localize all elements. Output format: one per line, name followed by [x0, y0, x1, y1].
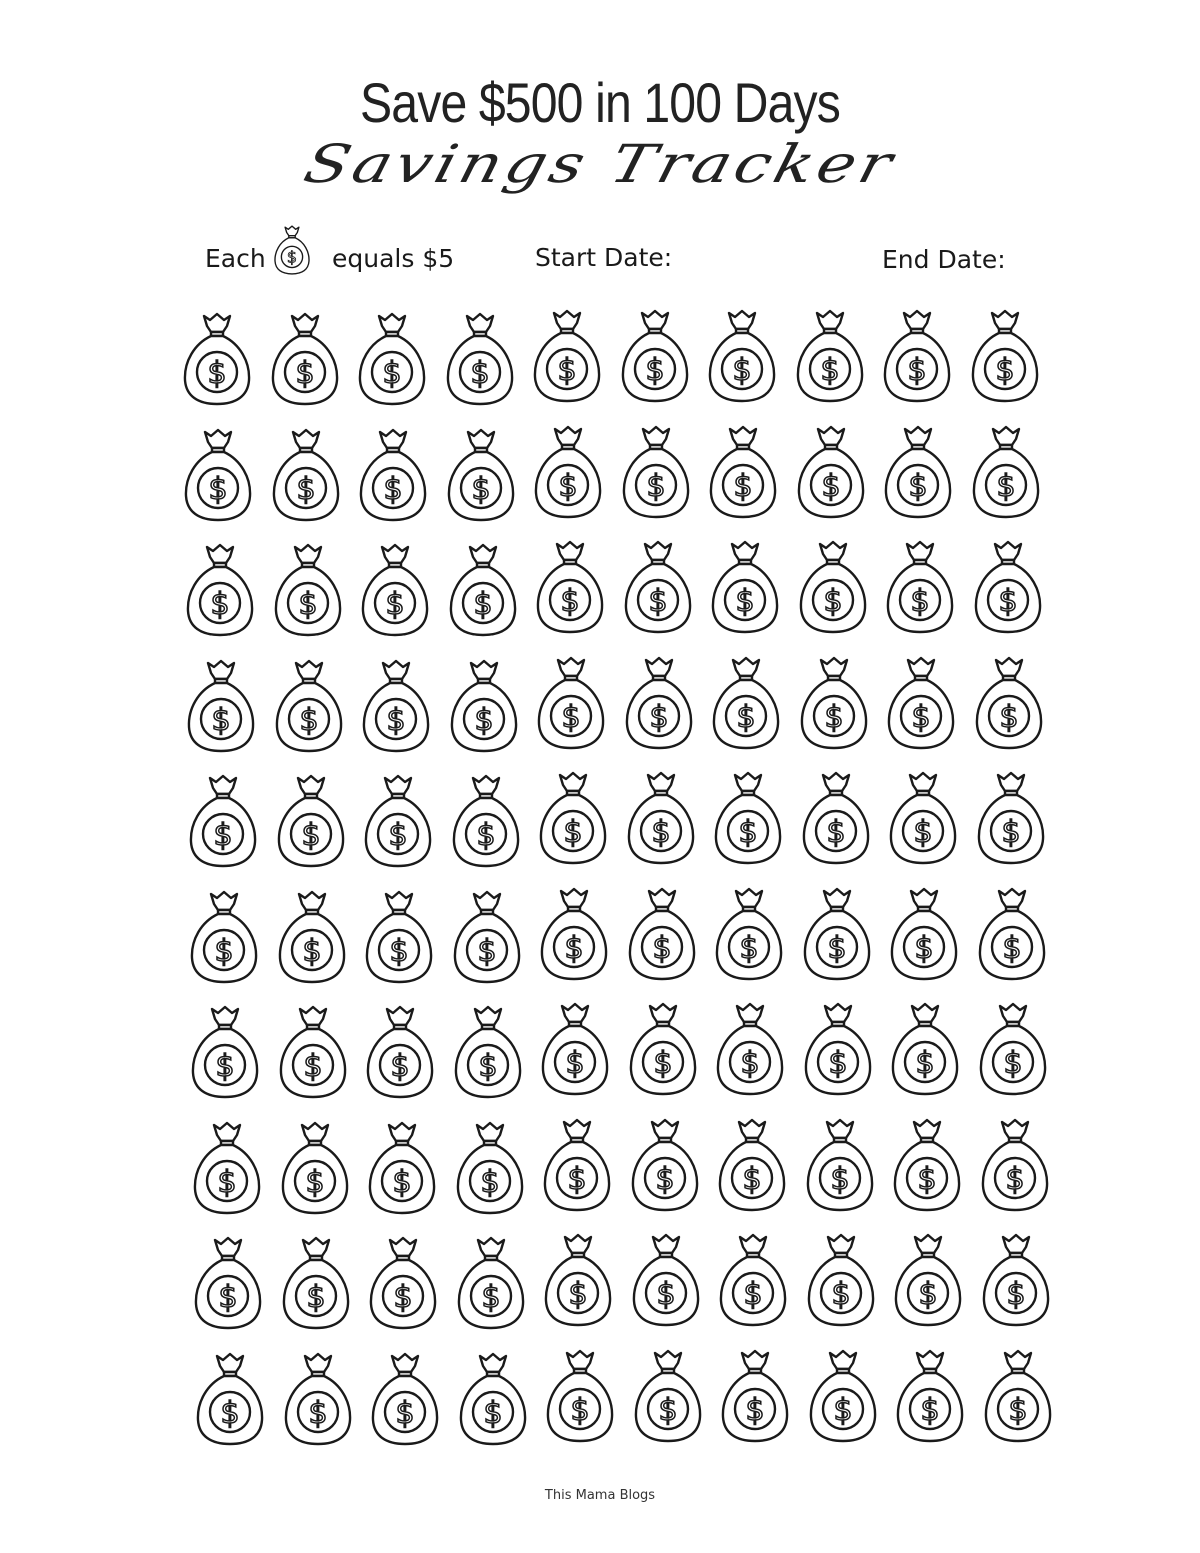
svg-text:$: $ [207, 356, 227, 391]
svg-text:$: $ [740, 1046, 760, 1081]
money-bag-icon[interactable] [180, 310, 254, 408]
svg-text:$: $ [743, 1277, 763, 1312]
money-bag-icon[interactable] [359, 657, 433, 755]
svg-text:$: $ [917, 1161, 937, 1197]
svg-text:$: $ [735, 584, 755, 619]
money-bag-icon[interactable] [626, 1000, 700, 1098]
svg-text:$: $ [568, 1277, 588, 1312]
money-bag-icon[interactable] [884, 654, 958, 752]
svg-text:$: $ [383, 471, 403, 507]
money-bag-icon[interactable] [534, 654, 608, 752]
svg-text:$: $ [826, 930, 847, 966]
svg-text:$: $ [742, 1161, 762, 1197]
money-bag-icon[interactable] [712, 885, 786, 983]
money-bag-icon[interactable] [186, 772, 260, 870]
money-bag-icon[interactable] [272, 657, 346, 755]
svg-text:$: $ [476, 933, 497, 969]
svg-text:$: $ [479, 1164, 500, 1200]
money-bag-icon[interactable] [355, 310, 429, 408]
legend-row [0, 238, 1200, 288]
money-bag-icon[interactable] [541, 1231, 615, 1329]
svg-text:$: $ [907, 353, 927, 388]
svg-text:$: $ [644, 353, 665, 388]
svg-text:$: $ [918, 1277, 938, 1312]
money-bag-icon[interactable] [706, 423, 780, 521]
svg-text:$: $ [304, 1164, 325, 1200]
svg-text:$: $ [301, 933, 322, 969]
money-bag-icon[interactable] [543, 1347, 617, 1445]
savings-tracker-grid [180, 310, 1070, 1480]
svg-text:$: $ [218, 1280, 238, 1315]
svg-text:$: $ [472, 587, 493, 622]
svg-text:$: $ [305, 1280, 326, 1315]
money-bag-icon[interactable] [190, 1119, 264, 1217]
svg-text:$: $ [382, 356, 402, 391]
money-bag-icon[interactable] [969, 423, 1043, 521]
money-bag-icon[interactable] [366, 1234, 440, 1332]
svg-text:$: $ [469, 356, 490, 391]
svg-text:$: $ [823, 699, 844, 735]
money-bag-icon[interactable] [456, 1350, 530, 1448]
money-bag-icon[interactable] [891, 1231, 965, 1329]
money-bag-icon[interactable] [711, 769, 785, 867]
svg-text:$: $ [567, 1161, 587, 1197]
money-bag-icon[interactable] [443, 310, 517, 408]
money-bag-icon[interactable] [453, 1119, 527, 1217]
svg-text:$: $ [307, 1395, 328, 1431]
money-bag-icon[interactable] [888, 1000, 962, 1098]
svg-text:$: $ [738, 815, 758, 850]
money-bag-icon[interactable] [451, 1003, 525, 1101]
money-bag-icon[interactable] [981, 1347, 1055, 1445]
svg-text:$: $ [217, 1164, 237, 1200]
money-bag-icon[interactable] [979, 1231, 1053, 1329]
svg-text:$: $ [732, 353, 752, 388]
svg-text:$: $ [650, 815, 671, 850]
money-bag-icon[interactable] [454, 1234, 528, 1332]
svg-text:$: $ [1007, 1392, 1028, 1428]
svg-text:$: $ [997, 584, 1018, 619]
money-bag-icon[interactable] [269, 426, 343, 524]
money-bag-icon[interactable] [624, 769, 698, 867]
svg-text:$: $ [998, 699, 1019, 735]
svg-text:$: $ [565, 1046, 585, 1081]
svg-text:$: $ [647, 584, 668, 619]
svg-text:$: $ [1004, 1161, 1025, 1197]
svg-text:$: $ [648, 699, 669, 735]
money-bag-icon[interactable] [275, 888, 349, 986]
money-bag-icon[interactable] [619, 423, 693, 521]
svg-text:$: $ [210, 587, 230, 622]
svg-text:$: $ [832, 1392, 853, 1428]
money-bag-icon[interactable] [893, 1347, 967, 1445]
svg-text:$: $ [295, 471, 316, 507]
money-bag-icon[interactable] [536, 769, 610, 867]
money-bag-icon[interactable] [715, 1116, 789, 1214]
money-bag-icon[interactable] [271, 541, 345, 639]
equals-label: equals $5 [332, 244, 455, 273]
svg-text:$: $ [215, 1049, 235, 1084]
money-bag-icon[interactable] [274, 772, 348, 870]
svg-text:$: $ [819, 353, 840, 388]
money-bag-icon[interactable] [188, 1003, 262, 1101]
svg-text:$: $ [736, 699, 756, 735]
svg-text:$: $ [395, 1395, 415, 1431]
svg-text:$: $ [570, 1392, 590, 1428]
svg-text:$: $ [657, 1392, 678, 1428]
money-bag-icon[interactable] [629, 1231, 703, 1329]
money-bag-icon[interactable] [881, 423, 955, 521]
money-bag-icon[interactable] [799, 769, 873, 867]
money-bag-icon[interactable] [880, 307, 954, 405]
money-bag-icon[interactable] [447, 657, 521, 755]
money-bag-icon[interactable] [708, 538, 782, 636]
money-bag-icon[interactable] [449, 772, 523, 870]
svg-text:$: $ [645, 468, 666, 504]
money-bag-icon[interactable] [803, 1116, 877, 1214]
money-bag-icon[interactable] [537, 885, 611, 983]
money-bag-icon[interactable] [363, 1003, 437, 1101]
start-date-label: Start Date: [535, 243, 673, 272]
svg-text:$: $ [390, 1049, 410, 1084]
money-bag-icon [272, 224, 312, 276]
svg-text:$: $ [910, 584, 930, 619]
svg-text:$: $ [822, 584, 843, 619]
money-bag-icon[interactable] [883, 538, 957, 636]
money-bag-icon[interactable] [968, 307, 1042, 405]
money-bag-icon[interactable] [890, 1116, 964, 1214]
svg-text:$: $ [915, 1046, 935, 1081]
money-bag-icon[interactable] [625, 885, 699, 983]
money-bag-icon[interactable] [974, 769, 1048, 867]
money-bag-icon[interactable] [796, 538, 870, 636]
money-bag-icon[interactable] [531, 423, 605, 521]
money-bag-icon[interactable] [621, 538, 695, 636]
money-bag-icon[interactable] [797, 654, 871, 752]
svg-text:$: $ [208, 471, 228, 507]
money-bag-icon[interactable] [193, 1350, 267, 1448]
each-label: Each [205, 244, 266, 273]
svg-text:$: $ [213, 818, 233, 853]
svg-text:$: $ [830, 1277, 851, 1312]
money-bag-icon[interactable] [618, 307, 692, 405]
money-bag-icon[interactable] [804, 1231, 878, 1329]
svg-text:$: $ [1005, 1277, 1026, 1312]
svg-text:$: $ [298, 702, 319, 738]
money-bag-icon[interactable] [268, 310, 342, 408]
money-bag-icon[interactable] [801, 1000, 875, 1098]
svg-text:$: $ [651, 930, 672, 966]
money-bag-icon[interactable] [794, 423, 868, 521]
svg-text:$: $ [561, 699, 581, 735]
money-bag-icon[interactable] [538, 1000, 612, 1098]
svg-text:$: $ [820, 468, 841, 504]
money-bag-icon[interactable] [184, 657, 258, 755]
svg-text:$: $ [733, 468, 753, 504]
money-bag-icon[interactable] [622, 654, 696, 752]
svg-text:$: $ [558, 468, 578, 504]
money-bag-icon[interactable] [444, 426, 518, 524]
svg-text:$: $ [745, 1392, 765, 1428]
money-bag-icon[interactable] [713, 1000, 787, 1098]
page-title: Save $500 in 100 Days [360, 71, 840, 134]
svg-text:$: $ [995, 468, 1016, 504]
svg-text:$: $ [739, 930, 759, 966]
svg-text:$: $ [477, 1049, 498, 1084]
svg-text:$: $ [297, 587, 318, 622]
money-bag-icon[interactable] [628, 1116, 702, 1214]
money-bag-icon[interactable] [278, 1119, 352, 1217]
svg-text:$: $ [389, 933, 409, 969]
svg-text:$: $ [920, 1392, 940, 1428]
svg-text:$: $ [1001, 930, 1022, 966]
money-bag-icon[interactable] [705, 307, 779, 405]
money-bag-icon[interactable] [362, 888, 436, 986]
svg-text:$: $ [300, 818, 321, 853]
svg-text:$: $ [286, 247, 298, 267]
money-bag-icon[interactable] [361, 772, 435, 870]
svg-text:$: $ [1002, 1046, 1023, 1081]
money-bag-icon[interactable] [975, 885, 1049, 983]
svg-text:$: $ [1000, 815, 1021, 850]
svg-text:$: $ [827, 1046, 848, 1081]
svg-text:$: $ [994, 353, 1015, 388]
money-bag-icon[interactable] [631, 1347, 705, 1445]
svg-text:$: $ [911, 699, 931, 735]
page-subtitle: Savings Tracker [297, 134, 903, 196]
svg-text:$: $ [829, 1161, 850, 1197]
svg-text:$: $ [302, 1049, 323, 1084]
money-bag-icon[interactable] [540, 1116, 614, 1214]
money-bag-icon[interactable] [450, 888, 524, 986]
footer-credit: This Mama Blogs [544, 1488, 656, 1503]
svg-text:$: $ [563, 815, 583, 850]
money-bag-icon[interactable] [800, 885, 874, 983]
svg-text:$: $ [825, 815, 846, 850]
money-bag-icon[interactable] [793, 307, 867, 405]
svg-text:$: $ [654, 1161, 675, 1197]
svg-text:$: $ [393, 1280, 413, 1315]
svg-text:$: $ [388, 818, 408, 853]
money-bag-icon[interactable] [183, 541, 257, 639]
money-bag-icon[interactable] [887, 885, 961, 983]
svg-text:$: $ [655, 1277, 676, 1312]
money-bag-icon[interactable] [978, 1116, 1052, 1214]
money-bag-icon[interactable] [886, 769, 960, 867]
money-bag-icon[interactable] [356, 426, 430, 524]
svg-text:$: $ [220, 1395, 240, 1431]
svg-text:$: $ [557, 353, 577, 388]
money-bag-icon[interactable] [709, 654, 783, 752]
money-bag-icon[interactable] [187, 888, 261, 986]
money-bag-icon[interactable] [181, 426, 255, 524]
money-bag-icon[interactable] [806, 1347, 880, 1445]
svg-text:$: $ [475, 818, 496, 853]
money-bag-icon[interactable] [530, 307, 604, 405]
svg-text:$: $ [913, 815, 933, 850]
svg-text:$: $ [473, 702, 494, 738]
svg-text:$: $ [392, 1164, 412, 1200]
money-bag-icon[interactable] [368, 1350, 442, 1448]
svg-text:$: $ [560, 584, 580, 619]
svg-text:$: $ [908, 468, 928, 504]
svg-text:$: $ [470, 471, 491, 507]
svg-text:$: $ [652, 1046, 673, 1081]
money-bag-icon[interactable] [533, 538, 607, 636]
money-bag-icon[interactable] [279, 1234, 353, 1332]
money-bag-icon[interactable] [972, 654, 1046, 752]
money-bag-icon[interactable] [718, 1347, 792, 1445]
money-bag-icon[interactable] [716, 1231, 790, 1329]
money-bag-icon[interactable] [281, 1350, 355, 1448]
svg-text:$: $ [914, 930, 934, 966]
money-bag-icon[interactable] [191, 1234, 265, 1332]
end-date-label: End Date: [882, 245, 1006, 274]
money-bag-icon[interactable] [276, 1003, 350, 1101]
money-bag-icon[interactable] [446, 541, 520, 639]
svg-text:$: $ [214, 933, 234, 969]
svg-text:$: $ [480, 1280, 501, 1315]
svg-text:$: $ [294, 356, 315, 391]
money-bag-icon[interactable] [365, 1119, 439, 1217]
svg-text:$: $ [386, 702, 406, 738]
money-bag-icon[interactable] [971, 538, 1045, 636]
svg-text:$: $ [385, 587, 405, 622]
svg-text:$: $ [564, 930, 584, 966]
svg-text:$: $ [482, 1395, 503, 1431]
svg-text:$: $ [211, 702, 231, 738]
money-bag-icon[interactable] [976, 1000, 1050, 1098]
money-bag-icon[interactable] [358, 541, 432, 639]
